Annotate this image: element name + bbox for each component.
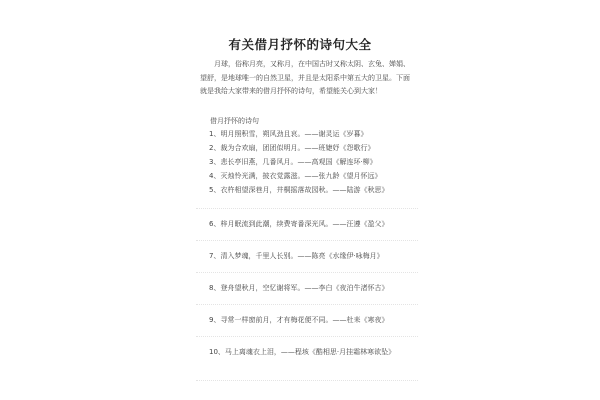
line-separator (196, 240, 418, 241)
poem-line-5: 5、衣杵相望深巷月，井桐摇落故园秋。——陆游《秋思》 (209, 186, 389, 194)
poem-line-6: 6、梓月眠流到此潮，续费寄番深光风。——汪遵《盈父》 (209, 220, 389, 228)
line-separator (196, 380, 418, 381)
line-separator (196, 336, 418, 337)
poem-line-8: 8、登舟望秋月，空忆谢将军。——李白《夜泊牛渚怀古》 (209, 284, 389, 292)
document-title: 有关借月抒怀的诗句大全 (228, 37, 372, 52)
intro-paragraph (200, 58, 412, 99)
line-separator (196, 208, 418, 209)
line-separator (196, 304, 418, 305)
poem-line-2: 2、裁为合欢扇，团团似明月。——班婕妤《怨歌行》 (209, 144, 375, 152)
line-separator (196, 272, 418, 273)
poem-line-9: 9、寻常一样窗前月，才有梅花便不同。——杜耒《寒夜》 (209, 316, 389, 324)
poem-line-3: 3、悲长亭旧燕，几番风月。——高观国《解连环·柳》 (209, 158, 377, 166)
poem-line-1: 1、明月照积雪，朔风劲且哀。——谢灵运《岁暮》 (209, 130, 368, 138)
intro-text: 月球，俗称月亮，又称月，在中国古时又称太阴、玄兔、婵娟、望舒，是地球唯一的自然卫星，并且是太阳系中第五大的卫星。下面就是我给大家带来的借月抒怀的诗句，希望能关心到大家！ (200, 60, 410, 96)
poem-line-7: 7、清入梦魂，千里人长别。——陈亮《水缘伊·咏梅月》 (209, 252, 384, 260)
poem-line-4: 4、灭烛怜光满，披衣觉露滋。——张九龄《望月怀远》 (209, 172, 382, 180)
poem-line-10: 10、马上离魂衣上泪，——程垓《酷相思·月挂霜林寒欲坠》 (209, 348, 396, 356)
section-heading: 借月抒怀的诗句 (210, 117, 259, 125)
